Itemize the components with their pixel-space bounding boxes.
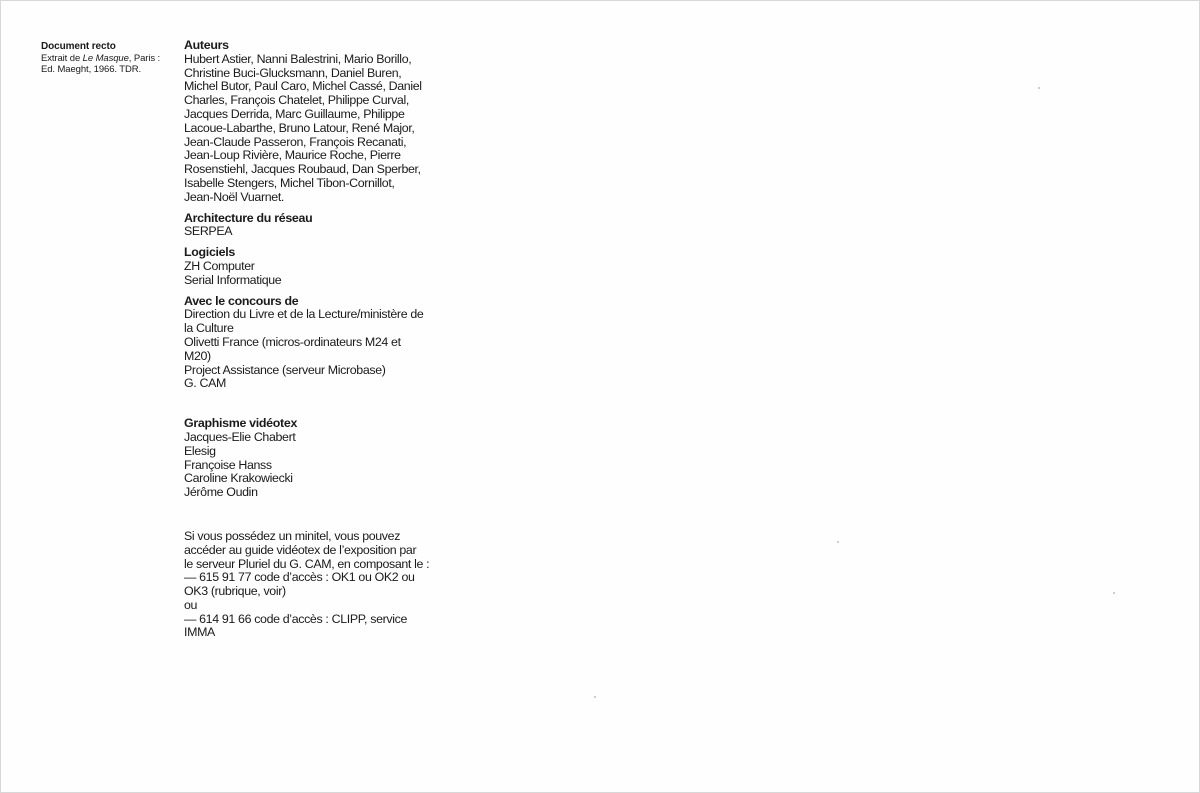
text-line: Jacques Derrida, Marc Guillaume, Philippe [184, 106, 405, 121]
caption-source-prefix: Extrait de [41, 53, 83, 64]
text-line: Project Assistance (serveur Microbase) [184, 362, 386, 377]
section-graphisme [184, 417, 454, 500]
paper-speck [594, 696, 596, 698]
text-line: Isabelle Stengers, Michel Tibon-Cornillot, [184, 175, 395, 190]
section-text [184, 431, 454, 500]
text-line: Jean-Noël Vuarnet. [184, 189, 285, 204]
paper-speck [1038, 87, 1040, 89]
text-line: Direction du Livre et de la Lecture/ministère de [184, 307, 424, 322]
text-line: Elesig [184, 443, 216, 458]
caption-source-title: Le Masque [82, 53, 129, 64]
caption-body [41, 53, 171, 75]
paper-speck [1113, 592, 1115, 594]
text-line: Olivetti France (micros-ordinateurs M24 et [184, 334, 401, 349]
text-line: Françoise Hanss [184, 457, 272, 472]
paper-speck [837, 541, 839, 543]
caption-title: Document recto [41, 41, 116, 52]
section-logiciels [184, 246, 454, 287]
text-line: Jean-Claude Passeron, François Recanati, [184, 134, 407, 149]
text-line: Jérôme Oudin [184, 485, 258, 500]
section-heading: Logiciels [184, 245, 236, 260]
section-heading: Architecture du réseau [184, 210, 313, 225]
section-heading: Auteurs [184, 38, 229, 52]
text-line: M20) [184, 348, 211, 363]
text-line: — 614 91 66 code d’accès : CLIPP, service [184, 611, 408, 626]
text-line: ou [184, 597, 198, 612]
section-text [184, 225, 454, 239]
text-line: Christine Buci-Glucksmann, Daniel Buren, [184, 65, 402, 80]
text-line: Michel Butor, Paul Caro, Michel Cassé, Daniel [184, 79, 422, 94]
text-line: Jacques-Elie Chabert [184, 429, 296, 444]
text-line: Si vous possédez un minitel, vous pouvez [184, 528, 401, 543]
section-auteurs [184, 39, 454, 205]
section-architecture [184, 212, 454, 240]
text-line: le serveur Pluriel du G. CAM, en composant le : [184, 556, 430, 571]
text-line: SERPEA [184, 224, 233, 239]
text-line: — 615 91 77 code d’accès : OK1 ou OK2 ou [184, 570, 415, 585]
section-heading: Graphisme vidéotex [184, 416, 298, 431]
text-line: Hubert Astier, Nanni Balestrini, Mario Borillo, [184, 51, 412, 66]
text-line: accéder au guide vidéotex de l’exposition par [184, 542, 417, 557]
caption-publisher: Ed. Maeght, 1966. TDR. [41, 64, 142, 75]
caption-block [41, 41, 171, 75]
section-heading: Avec le concours de [184, 293, 299, 308]
text-line: IMMA [184, 625, 215, 640]
text-line: Serial Informatique [184, 272, 282, 287]
section-text [184, 308, 454, 391]
text-line: ZH Computer [184, 258, 255, 273]
credits-column [184, 39, 454, 647]
text-line: Charles, François Chatelet, Philippe Curval, [184, 93, 409, 108]
caption-source-place: , Paris : [128, 53, 161, 64]
section-concours [184, 295, 454, 392]
text-line: la Culture [184, 321, 234, 336]
section-text [184, 53, 454, 205]
text-line: G. CAM [184, 376, 226, 391]
text-line: Lacoue-Labarthe, Bruno Latour, René Major, [184, 120, 415, 135]
text-line: Caroline Krakowiecki [184, 471, 293, 486]
text-line: Rosenstiehl, Jacques Roubaud, Dan Sperber, [184, 162, 421, 177]
section-minitel [184, 530, 454, 640]
section-text [184, 530, 454, 640]
text-line: OK3 (rubrique, voir) [184, 584, 286, 599]
text-line: Jean-Loup Rivière, Maurice Roche, Pierre [184, 148, 401, 163]
section-text [184, 260, 454, 288]
